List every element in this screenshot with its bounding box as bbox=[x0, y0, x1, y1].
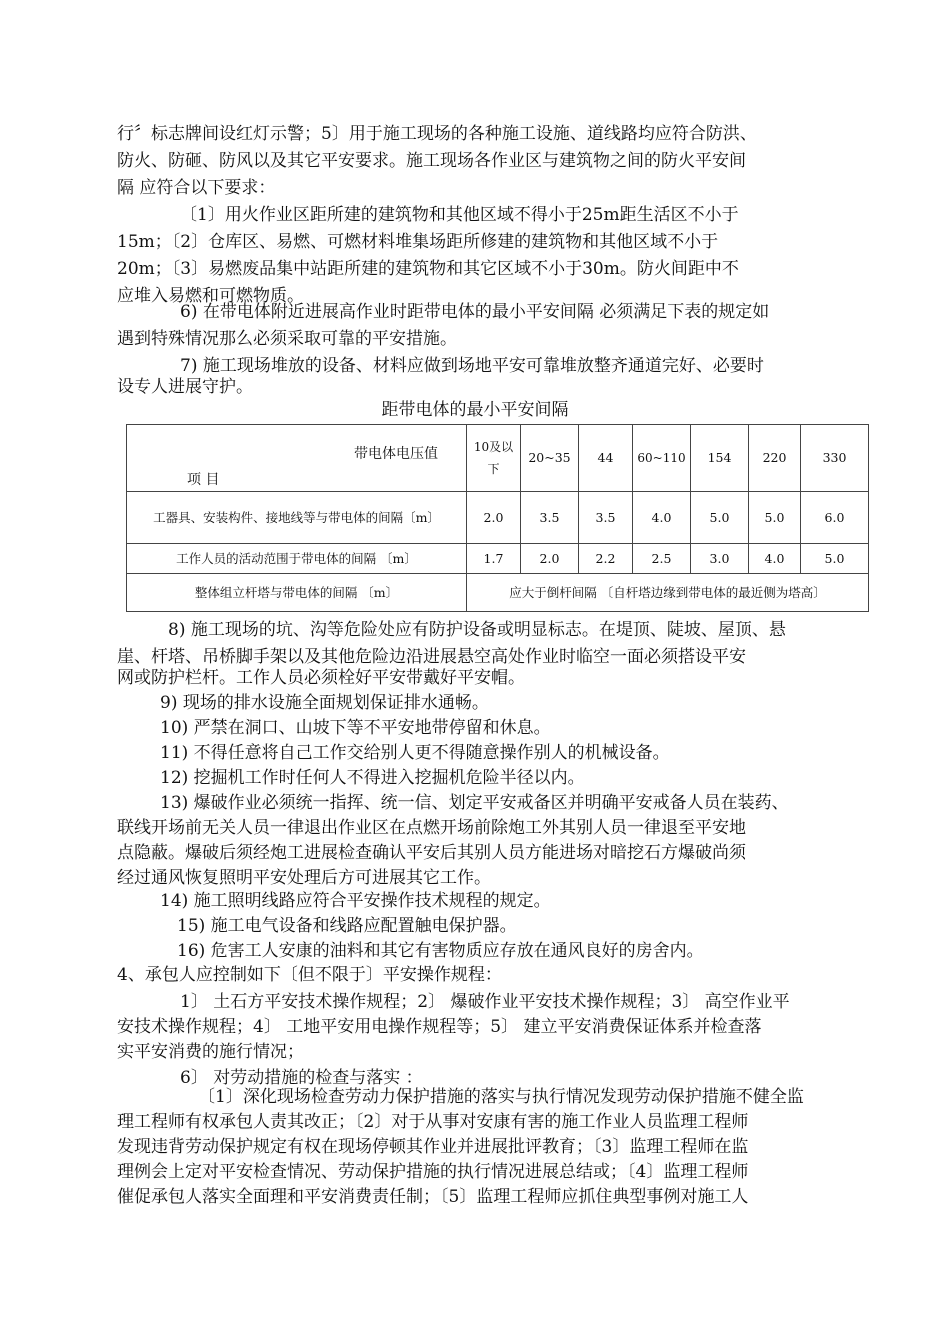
text-line: 12) 挖掘机工作时任何人不得进入挖掘机危险半径以内。 bbox=[160, 768, 585, 788]
text-line: 8) 施工现场的坑、沟等危险处应有防护设备或明显标志。在堤顶、陡坡、屋顶、悬 bbox=[168, 620, 786, 640]
voltage-header: 44 bbox=[579, 425, 633, 492]
row-label: 工作人员的活动范围于带电体的间隔 〔m〕 bbox=[127, 544, 467, 574]
text-line: 发现违背劳动保护规定有权在现场停顿其作业并进展批评教育；〔3〕监理工程师在监 bbox=[117, 1137, 749, 1157]
voltage-header: 330 bbox=[801, 425, 869, 492]
text-line: 13) 爆破作业必须统一指挥、统一信、划定平安戒备区并明确平安戒备人员在装药、 bbox=[160, 793, 789, 813]
text-line: 防火、防砸、防风以及其它平安要求。施工现场各作业区与建筑物之间的防火平安间 bbox=[117, 151, 746, 171]
text-line: 4、承包人应控制如下〔但不限于〕平安操作规程： bbox=[117, 965, 502, 985]
table-cell: 2.0 bbox=[521, 544, 579, 574]
text-line: 20m；〔3〕易燃废品集中站距所建的建筑物和其它区域不小于30m。防火间距中不 bbox=[117, 259, 739, 279]
table-cell: 4.0 bbox=[749, 544, 801, 574]
voltage-header: 154 bbox=[691, 425, 749, 492]
table-cell: 6.0 bbox=[801, 492, 869, 544]
voltage-header: 10及以下 bbox=[467, 425, 521, 492]
row-label: 工器具、安装构件、接地线等与带电体的间隔〔m〕 bbox=[127, 492, 467, 544]
text-line: 〔1〕深化现场检查劳动力保护措施的落实与执行情况发现劳动保护措施不健全监 bbox=[198, 1087, 804, 1107]
text-line: 1〕 土石方平安技术操作规程；2〕 爆破作业平安技术操作规程；3〕 高空作业平 bbox=[180, 992, 790, 1012]
table-header-row bbox=[127, 425, 869, 492]
header-voltage-label: 带电体电压值 bbox=[354, 446, 438, 462]
clearance-table bbox=[126, 424, 869, 612]
voltage-header: 220 bbox=[749, 425, 801, 492]
text-line: 6) 在带电体附近进展高作业时距带电体的最小平安间隔 必须满足下表的规定如 bbox=[180, 302, 770, 322]
text-line: 安技术操作规程；4〕 工地平安用电操作规程等；5〕 建立平安消费保证体系并检查落 bbox=[117, 1017, 762, 1037]
text-line: 6〕 对劳动措施的检查与落实 ： bbox=[180, 1068, 423, 1088]
text-line: 行〞标志牌间设红灯示警；5〕用于施工现场的各种施工设施、道线路均应符合防洪、 bbox=[117, 124, 757, 144]
table-cell: 1.7 bbox=[467, 544, 521, 574]
table-cell: 5.0 bbox=[691, 492, 749, 544]
text-line: 崖、杆塔、吊桥脚手架以及其他危险边沿进展悬空高处作业时临空一面必须搭设平安 bbox=[117, 647, 746, 667]
table-cell: 3.0 bbox=[691, 544, 749, 574]
row-label: 整体组立杆塔与带电体的间隔 〔m〕 bbox=[127, 574, 467, 612]
text-line: 实平安消费的施行情况； bbox=[117, 1042, 304, 1062]
table-cell: 2.5 bbox=[633, 544, 691, 574]
header-corner-cell bbox=[127, 425, 467, 492]
header-item-label: 项 目 bbox=[187, 472, 220, 488]
table-cell: 2.0 bbox=[467, 492, 521, 544]
table-row bbox=[127, 492, 869, 544]
table-cell: 3.5 bbox=[579, 492, 633, 544]
text-line: 联线开场前无关人员一律退出作业区在点燃开场前除炮工外其别人员一律退至平安地 bbox=[117, 818, 746, 838]
text-line: 理工程师有权承包人责其改正；〔2〕对于从事对安康有害的施工作业人员监理工程师 bbox=[117, 1112, 749, 1132]
table-caption: 距带电体的最小平安间隔 bbox=[381, 400, 569, 420]
text-line: 设专人进展守护。 bbox=[117, 377, 253, 397]
table-row bbox=[127, 574, 869, 612]
table-cell: 5.0 bbox=[801, 544, 869, 574]
text-line: 催促承包人落实全面理和平安消费责任制；〔5〕监理工程师应抓住典型事例对施工人 bbox=[117, 1187, 749, 1207]
table-row bbox=[127, 544, 869, 574]
text-line: 点隐蔽。爆破后须经炮工进展检查确认平安后其别人员方能进场对暗挖石方爆破尚须 bbox=[117, 843, 746, 863]
text-line: 〔1〕用火作业区距所建的建筑物和其他区域不得小于25m距生活区不小于 bbox=[180, 205, 739, 225]
text-line: 应堆入易燃和可燃物质。 bbox=[117, 286, 304, 306]
text-line: 隔 应符合以下要求： bbox=[117, 178, 276, 198]
text-line: 7) 施工现场堆放的设备、材料应做到场地平安可靠堆放整齐通道完好、必要时 bbox=[180, 356, 764, 376]
table-cell: 3.5 bbox=[521, 492, 579, 544]
text-line: 15m；〔2〕仓库区、易燃、可燃材料堆集场距所修建的建筑物和其他区域不小于 bbox=[117, 232, 719, 252]
table-cell-merged: 应大于倒杆间隔 〔自杆塔边缘到带电体的最近侧为塔高〕 bbox=[467, 574, 869, 612]
text-line: 经过通风恢复照明平安处理后方可进展其它工作。 bbox=[117, 868, 491, 888]
table-cell: 2.2 bbox=[579, 544, 633, 574]
voltage-header: 20~35 bbox=[521, 425, 579, 492]
text-line: 14) 施工照明线路应符合平安操作技术规程的规定。 bbox=[160, 891, 551, 911]
table-cell: 4.0 bbox=[633, 492, 691, 544]
text-line: 15) 施工电气设备和线路应配置触电保护器。 bbox=[177, 916, 517, 936]
voltage-header: 60~110 bbox=[633, 425, 691, 492]
text-line: 理例会上定对平安检查情况、劳动保护措施的执行情况进展总结或；〔4〕监理工程师 bbox=[117, 1162, 749, 1182]
text-line: 10) 严禁在洞口、山坡下等不平安地带停留和休息。 bbox=[160, 718, 551, 738]
text-line: 9) 现场的排水设施全面规划保证排水通畅。 bbox=[160, 693, 489, 713]
text-line: 16) 危害工人安康的油料和其它有害物质应存放在通风良好的房舍内。 bbox=[177, 941, 704, 961]
table-cell: 5.0 bbox=[749, 492, 801, 544]
text-line: 网或防护栏杆。工作人员必须栓好平安带戴好平安帽。 bbox=[117, 668, 525, 688]
text-line: 11) 不得任意将自己工作交给别人更不得随意操作别人的机械设备。 bbox=[160, 743, 670, 763]
text-line: 遇到特殊情况那么必须采取可靠的平安措施。 bbox=[117, 329, 457, 349]
